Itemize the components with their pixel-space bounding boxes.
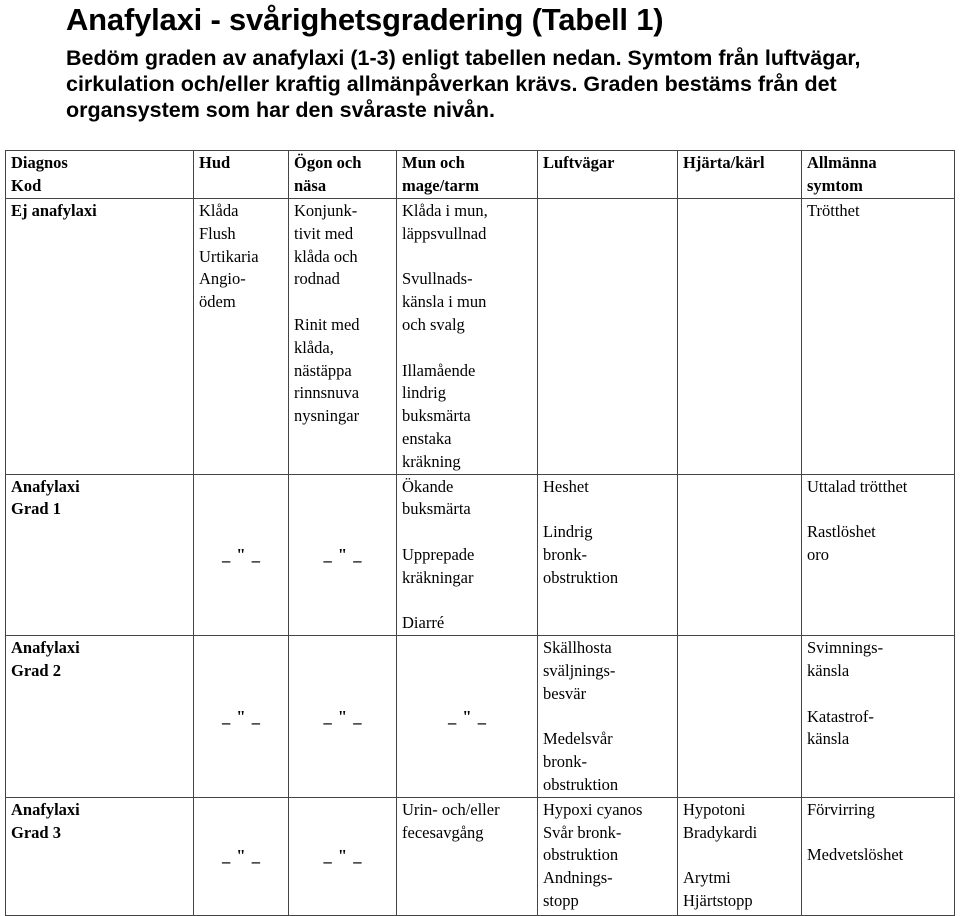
cell-line: Lindrig [543, 522, 593, 542]
cell-ej-ogon [289, 199, 397, 475]
line-gap [294, 291, 392, 314]
cell-g2-luft [538, 636, 678, 798]
cell-line: obstruktion [543, 774, 619, 794]
cell-ej-allm [802, 199, 955, 475]
cell-line: Angio- [199, 269, 246, 289]
cell-line: Grad 1 [11, 499, 61, 519]
cell-line: kräkningar [402, 567, 474, 587]
cell-line: känsla [807, 729, 850, 749]
line-gap [402, 590, 533, 613]
cell-line: rodnad [294, 269, 340, 289]
cell-line: Hjärta/kärl [683, 153, 765, 172]
cell-line: Urin- och/eller [402, 799, 500, 819]
cell-g3-luft [538, 797, 678, 915]
table-row-grad-3 [6, 797, 955, 915]
cell-line: Svullnads- [402, 269, 473, 289]
cell-g3-allm [802, 797, 955, 915]
cell-line: Bradykardi [683, 822, 758, 842]
cell-line: Ej anafylaxi [11, 201, 97, 220]
line-gap [807, 822, 950, 845]
cell-line: obstruktion [543, 567, 619, 587]
cell-line: fecesavgång [402, 822, 484, 842]
cell-line: lindrig [402, 383, 446, 403]
cell-g1-hud-ditto: _ " _ [194, 474, 289, 636]
cell-line: Upprepade [402, 544, 475, 564]
intro-text: Bedöm graden av anafylaxi (1-3) enligt tabellen nedan. Symtom från luftvägar, cirkulation och/eller kraftig allmänpåverkan krävs. Graden bestäms från det organsystem som har den svåraste nivån. [66, 46, 861, 122]
cell-line: Hypoxi cyanos [543, 799, 643, 819]
line-gap [683, 844, 797, 867]
cell-line: Skällhosta [543, 638, 612, 658]
cell-line: Svår bronk- [543, 822, 622, 842]
cell-line: nästäppa [294, 360, 352, 380]
header-mun-mage [397, 151, 538, 199]
cell-line: tivit med [294, 223, 354, 243]
cell-line: Heshet [543, 476, 589, 496]
cell-g3-hjarta [678, 797, 802, 915]
cell-g3-mun [397, 797, 538, 915]
header-ogon-nasa [289, 151, 397, 199]
cell-line: Mun och [402, 153, 465, 172]
cell-line: sväljnings- [543, 660, 616, 680]
table-row-grad-2 [6, 636, 955, 798]
cell-line: känsla [807, 660, 850, 680]
cell-line: obstruktion [543, 845, 619, 865]
cell-line: besvär [543, 683, 587, 703]
cell-line: Luftvägar [543, 153, 615, 172]
cell-g3-ogon-ditto: _ " _ [289, 797, 397, 915]
cell-line: läppsvullnad [402, 223, 487, 243]
cell-line: Svimnings- [807, 638, 884, 658]
cell-line: Grad 3 [11, 822, 61, 842]
line-gap [402, 246, 533, 269]
cell-ej-hjarta [678, 199, 802, 475]
cell-line: Kod [11, 175, 42, 195]
cell-g1-hjarta [678, 474, 802, 636]
header-allmanna-symtom [802, 151, 955, 199]
cell-line: Katastrof- [807, 706, 874, 726]
cell-line: Rastlöshet [807, 522, 876, 542]
cell-line: Hypotoni [683, 799, 746, 819]
line-gap [543, 498, 673, 521]
cell-line: Medvetslöshet [807, 845, 904, 865]
cell-g2-hud-ditto: _ " _ [194, 636, 289, 798]
line-gap [807, 498, 950, 521]
cell-line: Grad 2 [11, 660, 61, 680]
cell-line: Arytmi [683, 868, 731, 888]
cell-line: Rinit med [294, 314, 360, 334]
header-diagnos-kod [6, 151, 194, 199]
cell-line: klåda och [294, 246, 358, 266]
cell-line: känsla i mun [402, 292, 487, 312]
cell-ej-mun [397, 199, 538, 475]
page-title: Anafylaxi - svårighetsgradering (Tabell 1) [66, 2, 664, 37]
cell-ej-luft [538, 199, 678, 475]
line-gap [402, 521, 533, 544]
cell-line: rinnsnuva [294, 383, 360, 403]
cell-line: buksmärta [402, 499, 471, 519]
cell-line: Diagnos [11, 153, 68, 172]
row-label-grad-1 [6, 474, 194, 636]
cell-g2-mun-ditto: _ " _ [397, 636, 538, 798]
cell-line: Ögon och [294, 153, 362, 172]
header-hud [194, 151, 289, 199]
line-gap [402, 337, 533, 360]
cell-g1-ogon-ditto: _ " _ [289, 474, 397, 636]
cell-line: oro [807, 544, 829, 564]
cell-line: bronk- [543, 752, 587, 772]
cell-line: Hud [199, 153, 231, 172]
cell-g1-mun [397, 474, 538, 636]
header-row [6, 151, 955, 199]
cell-line: Klåda i mun, [402, 201, 488, 220]
table-row-ej-anafylaxi [6, 199, 955, 475]
cell-line: och svalg [402, 314, 465, 334]
cell-line: Diarré [402, 613, 445, 633]
row-label-grad-3 [6, 797, 194, 915]
row-label-ej-anafylaxi [6, 199, 194, 475]
cell-line: enstaka [402, 428, 452, 448]
cell-line: Urtikaria [199, 246, 259, 266]
cell-ej-hud [194, 199, 289, 475]
cell-line: Flush [199, 223, 236, 243]
line-gap [543, 706, 673, 729]
cell-line: Konjunk- [294, 201, 358, 220]
cell-line: Trötthet [807, 201, 860, 220]
cell-line: stopp [543, 890, 579, 910]
cell-line: Hjärtstopp [683, 890, 753, 910]
cell-line: kräkning [402, 451, 461, 471]
cell-line: symtom [807, 175, 863, 195]
cell-line: Anafylaxi [11, 476, 80, 496]
line-gap [807, 683, 950, 706]
header-hjarta-karl [678, 151, 802, 199]
cell-g1-luft [538, 474, 678, 636]
cell-line: klåda, [294, 337, 334, 357]
cell-line: Anafylaxi [11, 799, 80, 819]
cell-g2-ogon-ditto: _ " _ [289, 636, 397, 798]
cell-line: Illamående [402, 360, 476, 380]
severity-table [5, 150, 955, 916]
cell-line: Förvirring [807, 799, 875, 819]
row-label-grad-2 [6, 636, 194, 798]
cell-line: Andnings- [543, 868, 613, 888]
cell-line: nysningar [294, 406, 360, 426]
cell-line: Klåda [199, 201, 239, 220]
cell-line: Ökande [402, 476, 454, 496]
cell-g2-allm [802, 636, 955, 798]
header-luftvagar [538, 151, 678, 199]
table-row-grad-1 [6, 474, 955, 636]
cell-g3-hud-ditto: _ " _ [194, 797, 289, 915]
cell-line: Anafylaxi [11, 638, 80, 658]
cell-line: Allmänna [807, 153, 877, 172]
cell-line: näsa [294, 175, 327, 195]
cell-line: buksmärta [402, 406, 471, 426]
cell-line: Uttalad trötthet [807, 476, 908, 496]
cell-line: bronk- [543, 544, 587, 564]
cell-line: Medelsvår [543, 729, 613, 749]
cell-line: ödem [199, 292, 236, 312]
cell-line: mage/tarm [402, 175, 479, 195]
cell-g1-allm [802, 474, 955, 636]
cell-g2-hjarta [678, 636, 802, 798]
